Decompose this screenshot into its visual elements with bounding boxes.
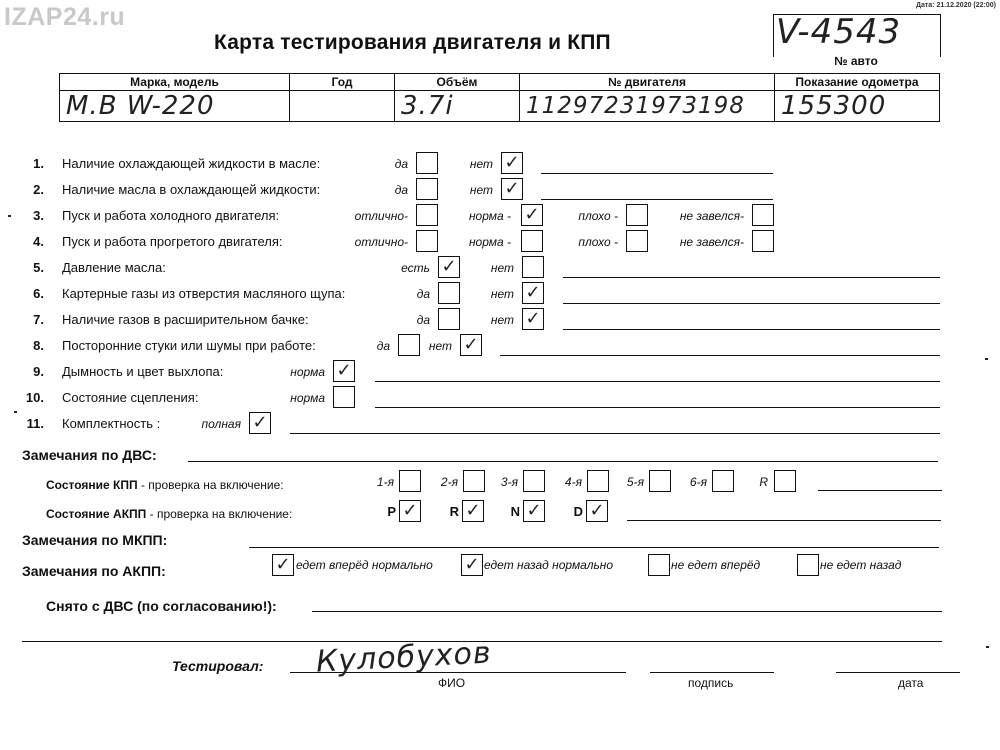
item-label: Давление масла: xyxy=(62,260,166,275)
check-mark: ✓ xyxy=(463,334,479,355)
remarks-mkpp-label: Замечания по МКПП: xyxy=(22,532,168,548)
answer-line[interactable] xyxy=(541,173,773,174)
gear-checkbox[interactable] xyxy=(399,500,421,522)
gear-label: 2-я xyxy=(440,475,458,489)
vehicle-info-table xyxy=(59,73,940,122)
check-mark: ✓ xyxy=(526,500,542,521)
item-number: 6. xyxy=(33,286,44,301)
item-label: Посторонние стуки или шумы при работе: xyxy=(62,338,316,353)
kpp-check-label: Состояние КПП - проверка на включение: xyxy=(46,478,284,492)
check-mark: ✓ xyxy=(589,500,605,521)
option-checkbox[interactable] xyxy=(522,256,544,278)
option-label: есть xyxy=(401,261,430,275)
item-number: 10. xyxy=(25,390,44,405)
gear-checkbox[interactable] xyxy=(399,470,421,492)
akpp-remark-label: не едет назад xyxy=(820,558,902,572)
fio-caption: ФИО xyxy=(438,676,466,690)
option-checkbox[interactable] xyxy=(626,230,648,252)
gear-checkbox[interactable] xyxy=(712,470,734,492)
kpp-line[interactable] xyxy=(818,490,942,491)
gear-label: 5-я xyxy=(626,475,644,489)
option-label: нет xyxy=(490,313,514,327)
check-mark: ✓ xyxy=(252,412,268,433)
option-label: не завелся- xyxy=(679,209,744,223)
akpp-remark-checkbox[interactable] xyxy=(648,554,670,576)
item-label: Наличие охлаждающей жидкости в масле: xyxy=(62,156,321,171)
item-label: Комплектность : xyxy=(62,416,161,431)
column-header: Показание одометра xyxy=(775,74,940,91)
check-mark: ✓ xyxy=(464,554,480,575)
document-title: Карта тестирования двигателя и КПП xyxy=(214,31,611,54)
removed-label: Снято с ДВС (по согласованию!): xyxy=(46,598,277,614)
date-line[interactable] xyxy=(836,672,960,673)
gear-label: N xyxy=(510,504,520,519)
item-label: Состояние сцепления: xyxy=(62,390,199,405)
check-mark: ✓ xyxy=(504,152,520,173)
remarks-akpp-label: Замечания по АКПП: xyxy=(22,563,166,579)
answer-line[interactable] xyxy=(375,407,940,408)
option-checkbox[interactable] xyxy=(501,152,523,174)
gear-checkbox[interactable] xyxy=(463,470,485,492)
gear-label: R xyxy=(449,504,459,519)
option-checkbox[interactable] xyxy=(333,386,355,408)
engine-number-value[interactable]: 11297231973198 xyxy=(520,91,775,122)
gear-label: 4-я xyxy=(564,475,582,489)
option-checkbox[interactable] xyxy=(249,412,271,434)
item-number: 1. xyxy=(33,156,44,171)
gear-checkbox[interactable] xyxy=(774,470,796,492)
gear-label: P xyxy=(387,504,396,519)
option-checkbox[interactable] xyxy=(416,178,438,200)
option-checkbox[interactable] xyxy=(501,178,523,200)
akpp-remark-label: едет вперёд нормально xyxy=(296,558,433,572)
akpp-remark-checkbox[interactable] xyxy=(272,554,294,576)
auto-number-label: № авто xyxy=(834,54,878,68)
option-label: да xyxy=(394,157,408,171)
option-checkbox[interactable] xyxy=(752,230,774,252)
option-checkbox[interactable] xyxy=(752,204,774,226)
option-label: не завелся- xyxy=(679,235,744,249)
column-header: Марка, модель xyxy=(60,74,290,91)
item-label: Наличие газов в расширительном бачке: xyxy=(62,312,309,327)
akpp-remark-checkbox[interactable] xyxy=(461,554,483,576)
option-checkbox[interactable] xyxy=(522,308,544,330)
answer-line[interactable] xyxy=(563,277,940,278)
check-mark: ✓ xyxy=(275,554,291,575)
item-number: 4. xyxy=(33,234,44,249)
option-label: норма - xyxy=(468,235,511,249)
item-number: 11. xyxy=(26,416,44,431)
option-label: да xyxy=(394,183,408,197)
option-label: да xyxy=(416,287,430,301)
item-number: 5. xyxy=(33,260,44,275)
option-label: да xyxy=(416,313,430,327)
gear-checkbox[interactable] xyxy=(523,470,545,492)
volume-value[interactable]: 3.7i xyxy=(395,91,520,122)
gear-checkbox[interactable] xyxy=(586,500,608,522)
option-checkbox[interactable] xyxy=(416,152,438,174)
akpp-remark-checkbox[interactable] xyxy=(797,554,819,576)
tester-signature: Кулобухов xyxy=(315,635,493,680)
akpp-check-label: Состояние АКПП - проверка на включение: xyxy=(46,507,293,521)
option-checkbox[interactable] xyxy=(626,204,648,226)
scan-speck xyxy=(985,358,988,360)
scan-speck xyxy=(8,215,11,217)
model-value[interactable]: M.B W-220 xyxy=(60,91,290,122)
answer-line[interactable] xyxy=(375,381,940,382)
scan-speck xyxy=(986,646,989,648)
gear-label: D xyxy=(573,504,583,519)
item-number: 8. xyxy=(33,338,44,353)
auto-number-value: V-4543 xyxy=(776,12,902,52)
item-label: Дымность и цвет выхлопа: xyxy=(62,364,224,379)
signature-caption: подпись xyxy=(688,676,734,690)
answer-line[interactable] xyxy=(563,329,940,330)
option-label: нет xyxy=(469,157,493,171)
remarks-dvs-label: Замечания по ДВС: xyxy=(22,447,157,463)
akpp-remark-label: едет назад нормально xyxy=(484,558,614,572)
gear-checkbox[interactable] xyxy=(523,500,545,522)
option-label: плохо - xyxy=(578,235,618,249)
check-mark: ✓ xyxy=(525,308,541,329)
signature-line[interactable] xyxy=(650,672,774,673)
date-caption: дата xyxy=(898,676,924,690)
option-checkbox[interactable] xyxy=(521,230,543,252)
option-label: норма xyxy=(290,391,325,405)
option-label: отлично- xyxy=(354,235,408,249)
item-number: 9. xyxy=(33,364,44,379)
option-checkbox[interactable] xyxy=(416,204,438,226)
year-value[interactable] xyxy=(290,91,395,122)
option-label: нет xyxy=(428,339,452,353)
answer-line[interactable] xyxy=(541,199,773,200)
item-number: 7. xyxy=(33,312,44,327)
gear-checkbox[interactable] xyxy=(462,500,484,522)
option-checkbox[interactable] xyxy=(522,282,544,304)
remarks-mkpp-line[interactable] xyxy=(249,547,939,548)
item-label: Картерные газы из отверстия масляного щупа: xyxy=(62,286,346,301)
check-mark: ✓ xyxy=(441,256,457,277)
option-checkbox[interactable] xyxy=(438,282,460,304)
check-mark: ✓ xyxy=(504,178,520,199)
check-mark: ✓ xyxy=(402,500,418,521)
option-label: нет xyxy=(469,183,493,197)
option-label: да xyxy=(376,339,390,353)
answer-line[interactable] xyxy=(500,355,940,356)
item-label: Пуск и работа прогретого двигателя: xyxy=(62,234,283,249)
check-mark: ✓ xyxy=(524,204,540,225)
option-checkbox[interactable] xyxy=(460,334,482,356)
column-header: Объём xyxy=(395,74,520,91)
option-checkbox[interactable] xyxy=(398,334,420,356)
option-label: норма - xyxy=(468,209,511,223)
print-date: Дата: 21.12.2020 (22:00) xyxy=(915,2,996,9)
gear-label: R xyxy=(759,475,768,489)
answer-line[interactable] xyxy=(563,303,940,304)
item-label: Пуск и работа холодного двигателя: xyxy=(62,208,280,223)
odometer-value[interactable]: 155300 xyxy=(775,91,940,122)
option-checkbox[interactable] xyxy=(333,360,355,382)
remarks-dvs-line[interactable] xyxy=(188,461,938,462)
gear-label: 1-я xyxy=(376,475,394,489)
watermark-logo: IZAP24.ru xyxy=(4,3,126,31)
option-label: нет xyxy=(490,287,514,301)
column-header: № двигателя xyxy=(520,74,775,91)
tested-label: Тестировал: xyxy=(172,658,264,674)
option-checkbox[interactable] xyxy=(438,308,460,330)
removed-line[interactable] xyxy=(312,611,942,612)
option-label: нет xyxy=(490,261,514,275)
item-number: 2. xyxy=(33,182,44,197)
option-label: полная xyxy=(201,417,241,431)
option-label: норма xyxy=(290,365,325,379)
column-header: Год xyxy=(290,74,395,91)
option-label: плохо - xyxy=(578,209,618,223)
check-mark: ✓ xyxy=(525,282,541,303)
scan-speck xyxy=(14,411,17,413)
answer-line[interactable] xyxy=(290,433,940,434)
item-number: 3. xyxy=(33,208,44,223)
option-checkbox[interactable] xyxy=(521,204,543,226)
check-mark: ✓ xyxy=(336,360,352,381)
check-mark: ✓ xyxy=(465,500,481,521)
gear-label: 6-я xyxy=(689,475,707,489)
option-checkbox[interactable] xyxy=(438,256,460,278)
akpp-line[interactable] xyxy=(627,520,941,521)
akpp-remark-label: не едет вперёд xyxy=(671,558,761,572)
item-label: Наличие масла в охлаждающей жидкости: xyxy=(62,182,321,197)
gear-label: 3-я xyxy=(500,475,518,489)
option-checkbox[interactable] xyxy=(416,230,438,252)
gear-checkbox[interactable] xyxy=(587,470,609,492)
gear-checkbox[interactable] xyxy=(649,470,671,492)
option-label: отлично- xyxy=(354,209,408,223)
